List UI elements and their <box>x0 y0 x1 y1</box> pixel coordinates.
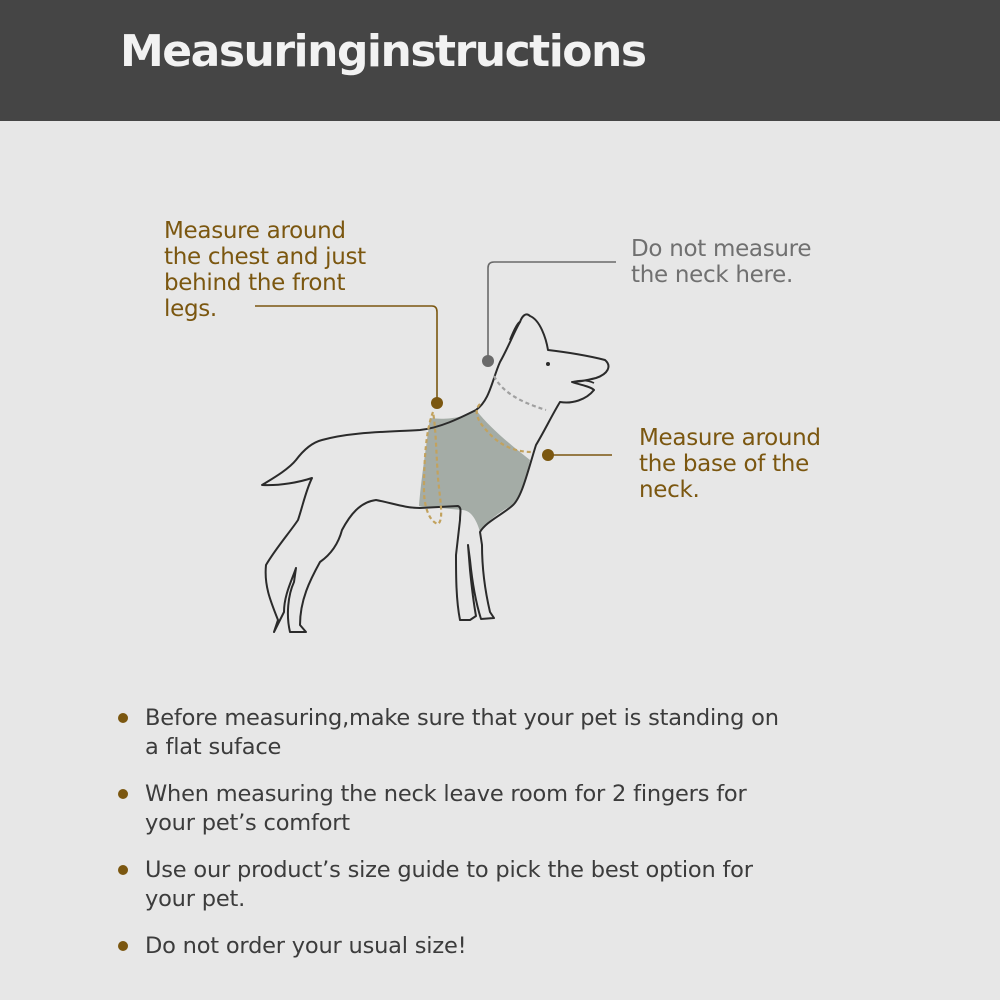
neck-warning-callout <box>631 236 891 288</box>
chest-callout-line: behind the front <box>164 270 346 296</box>
tip-line: Use our product’s size guide to pick the best option for <box>145 857 753 883</box>
neck-base-callout <box>639 425 899 503</box>
chest-callout-line: Measure around <box>164 218 346 244</box>
tip-line: your pet’s comfort <box>145 810 350 836</box>
chest-callout <box>164 218 414 322</box>
neck-base-marker-dot <box>542 449 554 461</box>
neck-dashed-loop <box>494 376 546 410</box>
bullet-dot <box>118 941 128 951</box>
bullet-dot <box>118 789 128 799</box>
tips-list <box>118 704 838 979</box>
tip-line: your pet. <box>145 886 246 912</box>
chest-callout-line: the chest and just <box>164 244 366 270</box>
tip-line: a flat suface <box>145 734 282 760</box>
neck-warning-line: Do not measure <box>631 236 812 262</box>
list-item <box>118 780 838 838</box>
tip-line: When measuring the neck leave room for 2 fingers for <box>145 781 747 807</box>
tip-line: Do not order your usual size! <box>145 933 467 959</box>
vest-shape <box>419 410 530 532</box>
neck-base-line: the base of the <box>639 451 809 477</box>
list-item <box>118 856 838 914</box>
tip-line: Before measuring,make sure that your pet is standing on <box>145 705 779 731</box>
page-title: Measuringinstructions <box>120 26 646 77</box>
list-item <box>118 704 838 762</box>
chest-callout-line: legs. <box>164 296 217 322</box>
bullet-dot <box>118 865 128 875</box>
neck-base-line: Measure around <box>639 425 821 451</box>
neck-base-line: neck. <box>639 477 700 503</box>
dog-eye <box>546 362 550 366</box>
neck-marker-dot <box>482 355 494 367</box>
bullet-dot <box>118 713 128 723</box>
neck-warning-line: the neck here. <box>631 262 793 288</box>
list-item <box>118 932 838 961</box>
chest-marker-dot <box>431 397 443 409</box>
